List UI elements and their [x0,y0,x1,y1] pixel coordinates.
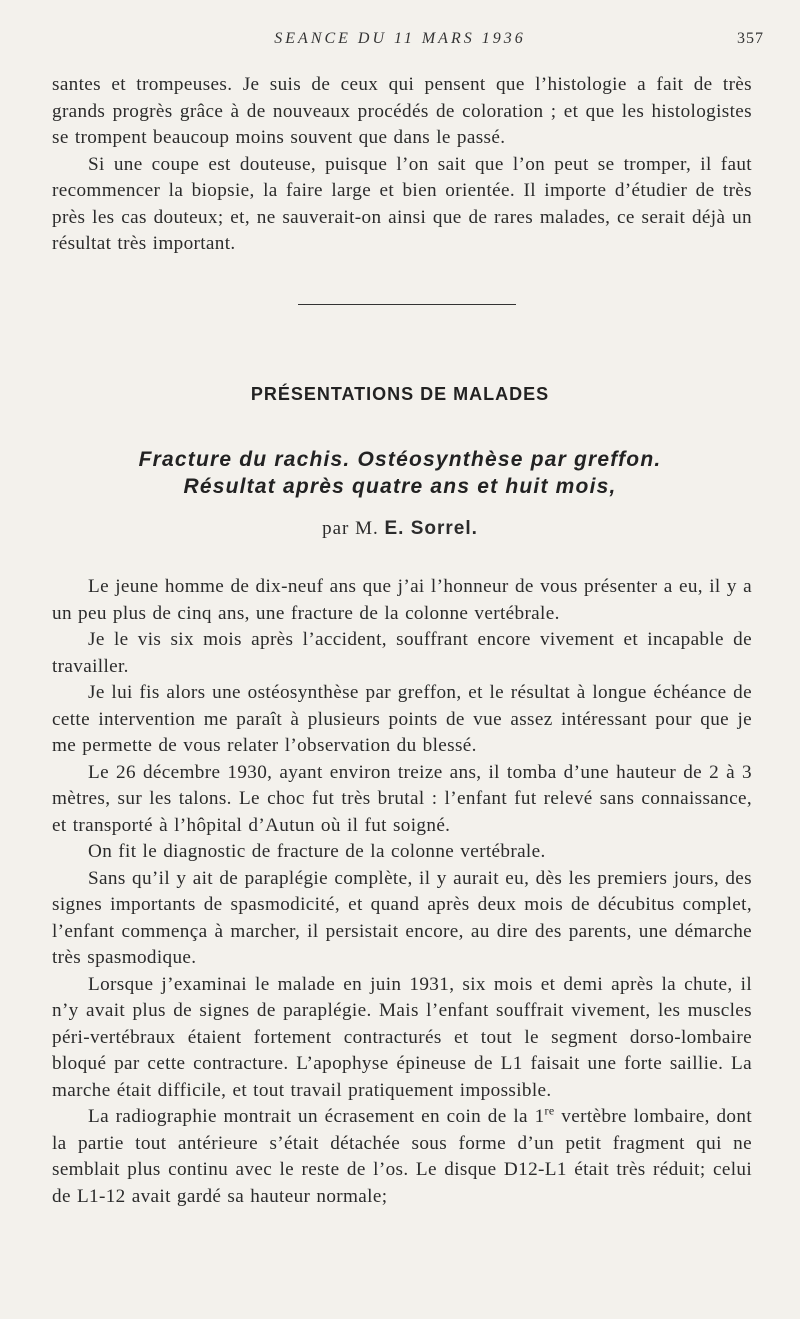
paragraph [52,1104,752,1210]
text-run: La radiographie montrait un écrasement en coin de la 1 [88,1106,545,1127]
article-title [0,446,800,500]
paragraph: Lorsque j’examinai le malade en juin 1931, six mois et demi après la chute, il n’y avait plus de signes de paraplégie. Mais l’enfant souffrait vivement, les muscles péri-vertébraux étaient fortement contracturés et tout le segment dorso-lombaire bloqué par cette contracture. L’apophyse épineuse de L1 faisait une forte saillie. La marche était difficile, et tout travail pratiquement impossible. [52,973,752,1101]
byline [0,518,800,540]
paragraph: Le jeune homme de dix-neuf ans que j’ai l’honneur de vous présenter a eu, il y a un peu plus de cinq ans, une fracture de la colonne vertébrale. [52,576,752,624]
paragraph: Je lui fis alors une ostéosynthèse par greffon, et le résultat à longue échéance de cette intervention me paraît à plusieurs points de vue assez intéressant pour que je me permette de vous relater l’observation du blessé. [52,682,752,756]
ordinal-superscript: re [544,1103,555,1118]
running-title: SEANCE DU 11 MARS 1936 [274,30,526,47]
paragraph: Si une coupe est douteuse, puisque l’on sait que l’on peut se tromper, il faut recommencer la biopsie, la faire large et bien orientée. Il importe d’étudier de très près les cas douteux; et, ne sauverait-on ainsi que de rares malades, ce serait déjà un résultat très important. [52,153,752,254]
article-title-line: Résultat après quatre ans et huit mois, [183,475,617,498]
text-run: vertèbre lombaire, dont la partie tout antérieure s’était détachée sous forme d’un petit fragment qui ne semblait plus continu avec le reste de l’os. Le disque D12-L1 était très réduit; celui de L1-12 avait gardé sa hauteur normale; [52,1106,752,1207]
paragraph: On fit le diagnostic de fracture de la colonne vertébrale. [88,841,546,862]
top-text-block [52,72,752,258]
byline-prefix: par M. [322,518,379,539]
section-heading: PRÉSENTATIONS DE MALADES [250,384,550,404]
paragraph: Je le vis six mois après l’accident, souffrant encore vivement et incapable de travailler. [52,629,752,677]
paragraph: Sans qu’il y ait de paraplégie complète, il y aurait eu, dès les premiers jours, des signes importants de spasmodicité, et quand après deux mois de décubitus complet, l’enfant commença à marcher, il persistait encore, au dire des parents, une démarche très spasmodique. [52,867,752,968]
author-name: E. Sorrel. [384,518,478,539]
section-divider [298,304,516,305]
article-body [52,574,752,1210]
paragraph: Le 26 décembre 1930, ayant environ treize ans, il tomba d’une hauteur de 2 à 3 mètres, sur les talons. Le choc fut très brutal : l’enfant fut relevé sans connaissance, et transporté à l’hôpital d’Autun où il fut soigné. [52,761,752,836]
running-header [0,30,800,54]
article-title-line: Fracture du rachis. Ostéosynthèse par greffon. [138,448,662,471]
page-number: 357 [737,30,764,47]
paragraph: santes et trompeuses. Je suis de ceux qui pensent que l’histologie a fait de très grands progrès grâce à de nouveaux procédés de coloration ; et que les histologistes se trompent beaucoup moins souvent que dans le passé. [52,74,752,148]
